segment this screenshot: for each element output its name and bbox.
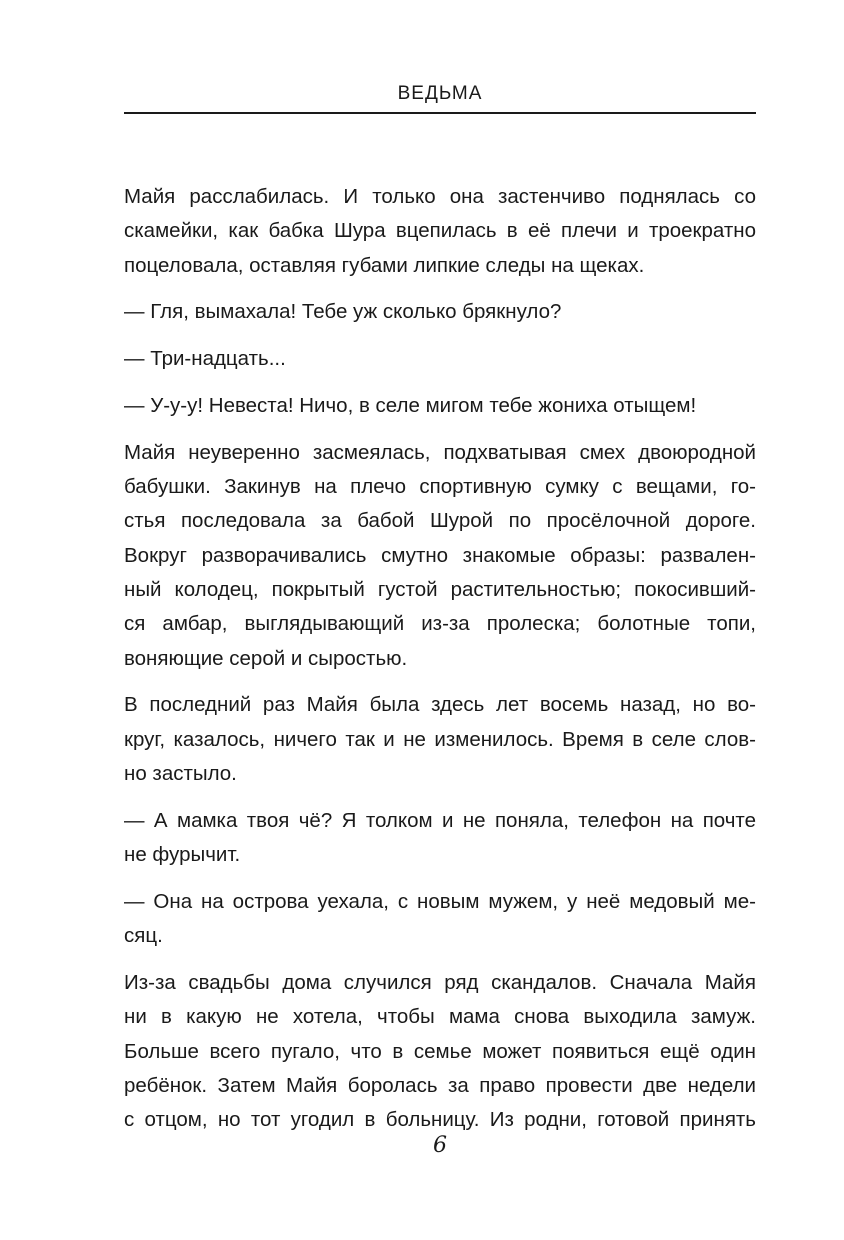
text-line: бабушки. Закинув на плечо спортивную сумку с вещами, го- — [124, 475, 756, 499]
text-line: — У-у-у! Невеста! Ничо, в селе мигом тебе жониха отыщем! — [124, 393, 697, 417]
text-line: не фурычит. — [124, 843, 241, 867]
text-line: — Она на острова уехала, с новым мужем, у неё медовый ме- — [124, 889, 756, 913]
paragraph — [124, 389, 756, 423]
text-line: с отцом, но тот угодил в больницу. Из родни, готовой принять — [124, 1108, 756, 1132]
paragraph — [124, 688, 756, 791]
text-line: Вокруг разворачивались смутно знакомые образы: развален- — [124, 543, 756, 567]
page-number: 6 — [433, 1133, 447, 1158]
text-line: — Гля, вымахала! Тебе уж сколько брякнуло? — [124, 300, 562, 324]
text-line: стья последовала за бабой Шурой по просёлочной дороге. — [124, 509, 756, 533]
text-line: Больше всего пугало, что в семье может появиться ещё один — [124, 1039, 756, 1063]
text-line: В последний раз Майя была здесь лет восемь назад, но во- — [124, 693, 756, 717]
header-rule — [124, 112, 756, 114]
paragraph — [124, 966, 756, 1137]
running-title: ВЕДЬМА — [397, 83, 483, 104]
text-line: ни в какую не хотела, чтобы мама снова выходила замуж. — [124, 1005, 756, 1029]
text-line: ребёнок. Затем Майя боролась за право провести две недели — [124, 1073, 756, 1097]
text-line: скамейки, как бабка Шура вцепилась в её плечи и троекратно — [124, 219, 756, 243]
paragraph — [124, 295, 756, 329]
text-line: Майя расслабилась. И только она застенчиво поднялась со — [124, 185, 756, 208]
text-line: ся амбар, выглядывающий из-за пролеска; болотные топи, — [124, 612, 756, 636]
text-line: — Три-надцать... — [124, 347, 286, 371]
paragraph — [124, 180, 756, 283]
body-text — [124, 180, 756, 1150]
text-line: Из-за свадьбы дома случился ряд скандалов. Сначала Майя — [124, 970, 756, 994]
text-line: Майя неуверенно засмеялась, подхватывая смех двоюродной — [124, 440, 756, 464]
text-line: поцеловала, оставляя губами липкие следы на щеках. — [124, 253, 645, 277]
paragraph — [124, 342, 756, 376]
text-line: ный колодец, покрытый густой растительностью; покосивший- — [124, 577, 756, 601]
paragraph — [124, 804, 756, 873]
text-line: воняющие серой и сыростью. — [124, 646, 408, 670]
text-line: сяц. — [124, 924, 163, 948]
paragraph — [124, 436, 756, 676]
paragraph — [124, 885, 756, 954]
text-line: круг, казалось, ничего так и не изменилось. Время в селе слов- — [124, 727, 756, 751]
text-line: — А мамка твоя чё? Я толком и не поняла, телефон на почте — [124, 808, 756, 832]
text-line: но застыло. — [124, 761, 237, 785]
